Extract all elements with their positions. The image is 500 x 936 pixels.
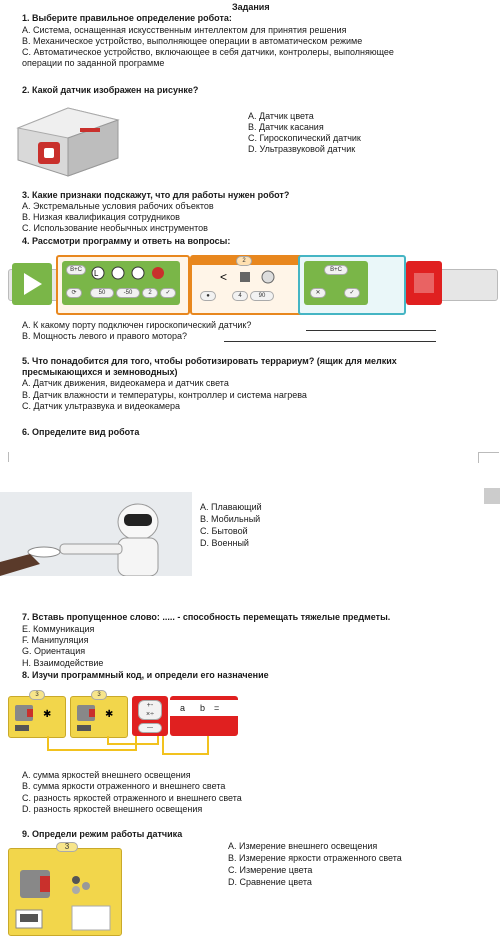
wait-gyro-block <box>190 255 304 315</box>
q3-option-a: A. Экстремальные условия рабочих объектов <box>22 201 214 211</box>
q6-option-b: B. Мобильный <box>200 514 261 524</box>
question-1: 1. Выберите правильное определение робота: <box>22 13 232 23</box>
touch-sensor-image <box>8 98 128 178</box>
mode-icon: ⟳ <box>66 288 82 298</box>
start-block <box>12 263 52 305</box>
q7-option-g: G. Ориентация <box>22 646 86 656</box>
check-icon: ✓ <box>160 288 176 298</box>
stop-x-icon: ✕ <box>310 288 326 298</box>
port-3-label-2: 3 <box>91 690 107 700</box>
q8-option-c: C. разность яркостей отраженного и внешнего света <box>22 793 242 803</box>
svg-text:✱: ✱ <box>105 709 114 720</box>
q9-option-b: B. Измерение яркости отраженного света <box>228 853 402 863</box>
q3-option-b: B. Низкая квалификация сотрудников <box>22 212 180 222</box>
svg-text:✱: ✱ <box>43 709 52 720</box>
stop-program-block <box>406 261 442 305</box>
var-a: a <box>180 703 186 713</box>
page-edge-shadow <box>484 488 500 504</box>
math-ops-icon: +- ×÷ <box>138 700 162 720</box>
q2-option-c: C. Гироскопический датчик <box>248 133 361 143</box>
q1-option-a: A. Система, оснащенная искусственным интеллектом для принятия решения <box>22 25 347 35</box>
question-8: 8. Изучи программный код, и определи его назначение <box>22 670 269 680</box>
question-6: 6. Определите вид робота <box>22 427 140 437</box>
q5-option-b: B. Датчик влажности и температуры, контроллер и система нагрева <box>22 390 307 400</box>
q6-option-d: D. Военный <box>200 538 249 548</box>
question-4: 4. Рассмотри программу и ответь на вопросы: <box>22 236 231 246</box>
q6-option-c: C. Бытовой <box>200 526 248 536</box>
q8-option-a: A. сумма яркостей внешнего освещения <box>22 770 191 780</box>
gyro-mode-icon: ● <box>200 291 216 301</box>
port-3-label-1: 3 <box>29 690 45 700</box>
question-7: 7. Вставь пропущенное слово: ..... - способность перемещать тяжелые предметы. <box>22 612 391 622</box>
q2-option-d: D. Ультразвуковой датчик <box>248 144 356 154</box>
q8-option-d: D. разность яркостей внешнего освещения <box>22 804 203 814</box>
robot-image <box>0 492 192 576</box>
q4-sub-a: A. К какому порту подключен гироскопический датчик? <box>22 320 252 330</box>
svg-text:<: < <box>220 270 228 284</box>
answer-line-b <box>224 341 436 342</box>
svg-text:L: L <box>94 269 99 278</box>
port-3-label-3: 3 <box>56 842 78 852</box>
port-b-c-label-2: B+C <box>324 265 348 275</box>
ev3-program-2 <box>8 688 240 760</box>
answer-line-a <box>306 330 436 331</box>
question-9: 9. Определи режим работы датчика <box>22 829 183 839</box>
math-mode-icon: — <box>138 723 162 733</box>
question-5: 5. Что понадобится для того, чтобы роботизировать террариум? (ящик для мелких <box>22 356 397 366</box>
question-2: 2. Какой датчик изображен на рисунке? <box>22 85 199 95</box>
port-b-c-label: B+C <box>66 265 86 275</box>
page-title: Задания <box>232 2 270 12</box>
q4-sub-b: B. Мощность левого и правого мотора? <box>22 331 188 341</box>
color-sensor-block-3 <box>8 842 120 934</box>
ev3-program-1 <box>8 251 496 316</box>
q1-option-b: B. Механическое устройство, выполняющее операции в автоматическом режиме <box>22 36 363 46</box>
q6-option-a: A. Плавающий <box>200 502 262 512</box>
page-corner-right <box>478 452 499 463</box>
q1-option-c: C. Автоматическое устройство, включающее в себя датчики, контролеры, выполняющее <box>22 47 394 57</box>
var-eq: = <box>214 703 220 713</box>
move-steering-block <box>62 261 180 305</box>
q9-option-d: D. Сравнение цвета <box>228 877 312 887</box>
q7-option-h: H. Взаимодействие <box>22 658 104 668</box>
q5-option-a: A. Датчик движения, видеокамера и датчик света <box>22 378 229 388</box>
val-4: 4 <box>232 291 248 301</box>
q1-option-c-cont: операции по заданной программе <box>22 58 165 68</box>
move-stop-block <box>304 261 368 305</box>
q9-option-a: A. Измерение внешнего освещения <box>228 841 378 851</box>
question-3: 3. Какие признаки подскажут, что для работы нужен робот? <box>22 190 290 200</box>
q7-option-e: E. Коммуникация <box>22 624 95 634</box>
q3-option-c: C. Использование необычных инструментов <box>22 223 208 233</box>
val-90: 90 <box>250 291 274 301</box>
q8-option-b: B. сумма яркости отраженного и внешнего света <box>22 781 226 791</box>
q9-option-c: C. Измерение цвета <box>228 865 313 875</box>
q5-option-c: C. Датчик ультразвука и видеокамера <box>22 401 181 411</box>
question-5-cont: пресмыкающихся и земноводных) <box>22 367 178 377</box>
val-50: 50 <box>90 288 114 298</box>
q2-option-a: A. Датчик цвета <box>248 111 314 121</box>
val-2: 2 <box>142 288 158 298</box>
q7-option-f: F. Манипуляция <box>22 635 89 645</box>
check-icon-2: ✓ <box>344 288 360 298</box>
port-2-label: 2 <box>236 256 252 266</box>
val-minus-50: -50 <box>116 288 140 298</box>
var-b: b <box>200 703 206 713</box>
q2-option-b: B. Датчик касания <box>248 122 324 132</box>
page-corner-left <box>0 452 9 462</box>
